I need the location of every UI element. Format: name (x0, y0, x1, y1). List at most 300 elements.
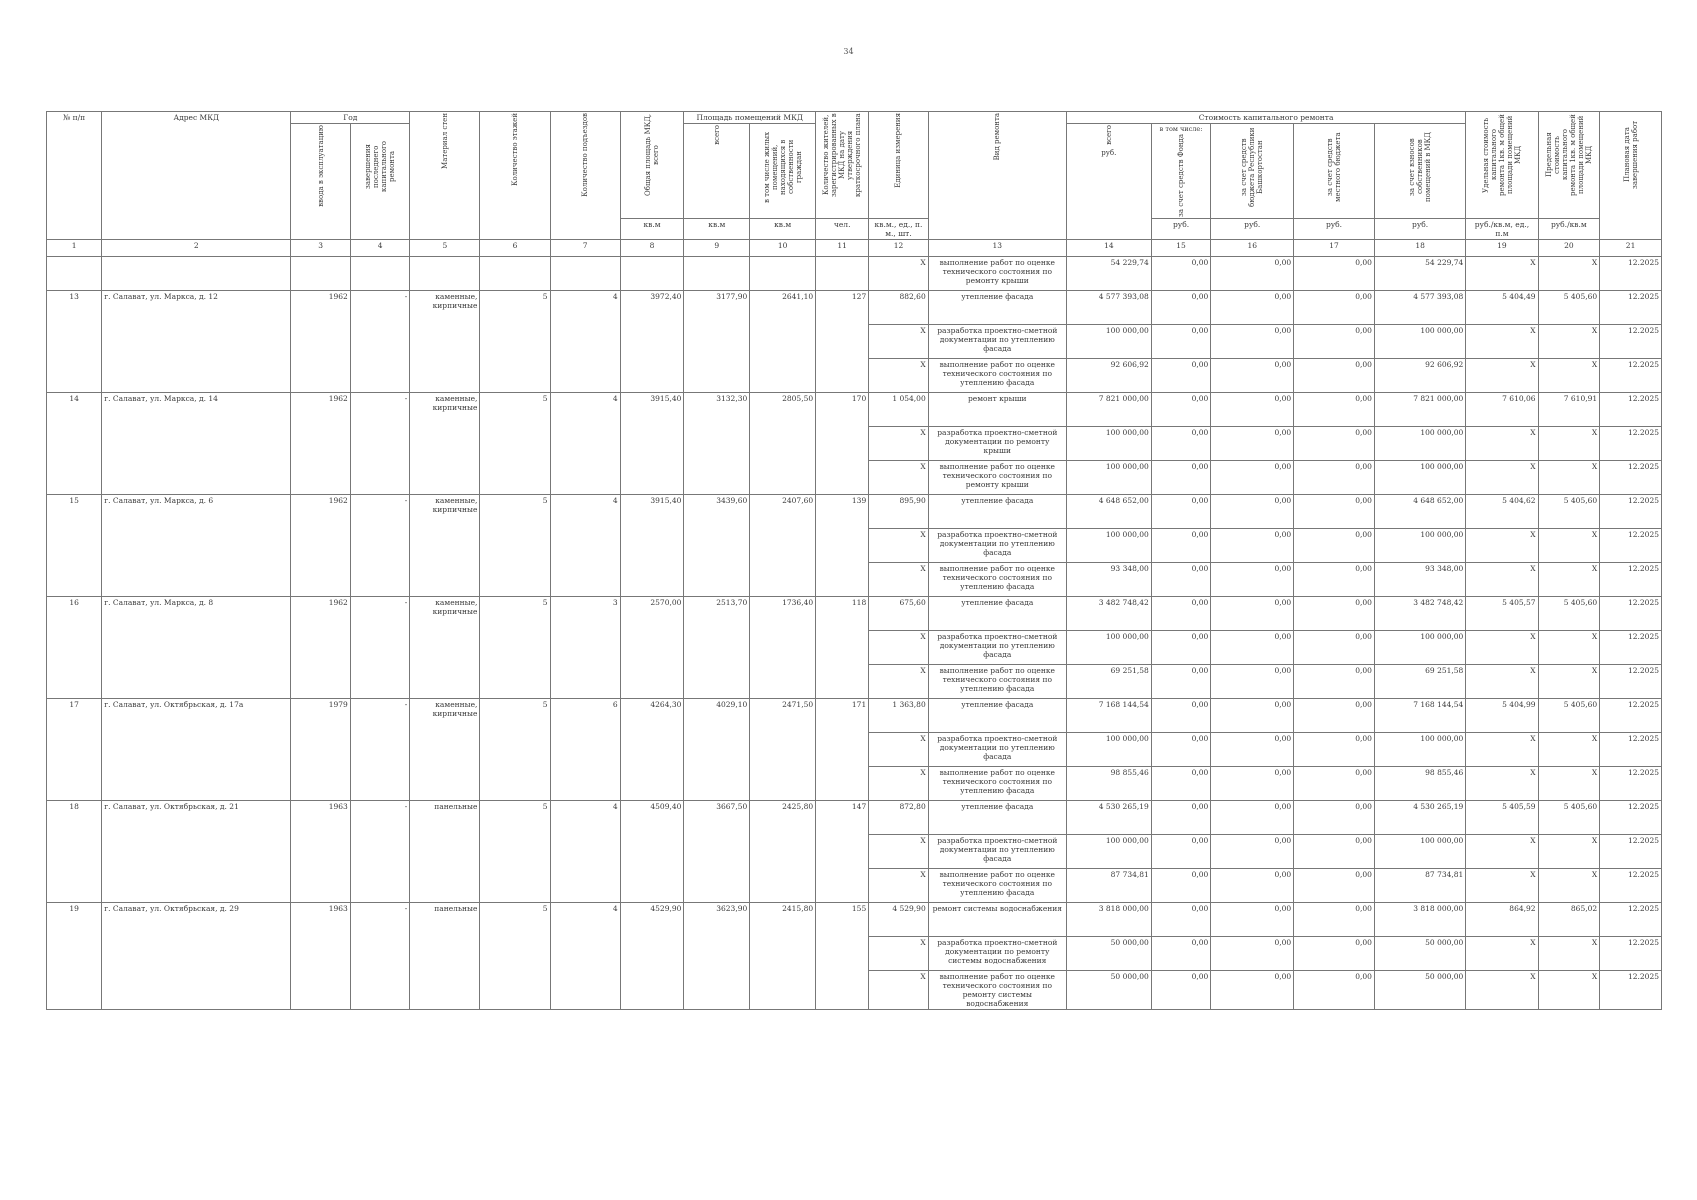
floors-cell: 5 (480, 903, 550, 1010)
cost-republic-cell: 0,00 (1211, 835, 1294, 869)
work-type-cell: выполнение работ по оценке технического состояния по ремонту крыши (928, 257, 1066, 291)
unit-cell: X (869, 937, 928, 971)
cost-fund-cell: 0,00 (1151, 631, 1210, 665)
residential-area-cell: 1736,40 (750, 597, 816, 699)
year-commission-cell: 1962 (291, 597, 350, 699)
empty-cell (816, 257, 869, 291)
cost-local-cell: 0,00 (1294, 767, 1375, 801)
unit-9: кв.м (684, 219, 750, 240)
residential-area-cell: 2471,50 (750, 699, 816, 801)
unit-cell: X (869, 733, 928, 767)
max-cost-cell: X (1538, 563, 1600, 597)
work-type-cell: выполнение работ по оценке технического состояния по утеплению фасада (928, 665, 1066, 699)
work-type-cell: выполнение работ по оценке технического состояния по утеплению фасада (928, 767, 1066, 801)
unit-cell: X (869, 529, 928, 563)
header-entrances: Количество подъездов (550, 112, 620, 240)
cost-local-cell: 0,00 (1294, 597, 1375, 631)
header-address: Адрес МКД (102, 112, 291, 240)
work-type-cell: выполнение работ по оценке технического состояния по утеплению фасада (928, 563, 1066, 597)
cost-republic-cell: 0,00 (1211, 631, 1294, 665)
entrances-cell: 4 (550, 291, 620, 393)
unit-cell: 882,60 (869, 291, 928, 325)
max-cost-cell: 5 405,60 (1538, 495, 1600, 529)
cost-republic-cell: 0,00 (1211, 325, 1294, 359)
header-max-cost: Предельная стоимость капитального ремонта 1кв. м общей площади помещений МКД (1538, 112, 1600, 219)
cost-owners-cell: 50 000,00 (1374, 971, 1465, 1010)
unit-15: руб. (1151, 219, 1210, 240)
specific-cost-cell: 5 404,62 (1466, 495, 1538, 529)
cost-fund-cell: 0,00 (1151, 461, 1210, 495)
cost-local-cell: 0,00 (1294, 291, 1375, 325)
residents-cell: 139 (816, 495, 869, 597)
cost-owners-cell: 87 734,81 (1374, 869, 1465, 903)
cost-fund-cell: 0,00 (1151, 767, 1210, 801)
year-commission-cell: 1963 (291, 903, 350, 1010)
cost-total-cell: 69 251,58 (1066, 665, 1151, 699)
row-number-cell: 15 (47, 495, 102, 597)
cost-total-cell: 4 530 265,19 (1066, 801, 1151, 835)
year-last-repair-cell: - (350, 903, 410, 1010)
cost-owners-cell: 92 606,92 (1374, 359, 1465, 393)
max-cost-cell: X (1538, 835, 1600, 869)
residential-area-cell: 2407,60 (750, 495, 816, 597)
floors-cell: 5 (480, 291, 550, 393)
header-unit: Единица измерения (869, 112, 928, 219)
wall-material-cell: панельные (410, 801, 480, 903)
column-number: 16 (1211, 240, 1294, 257)
cost-republic-cell: 0,00 (1211, 767, 1294, 801)
premises-area-cell: 3439,60 (684, 495, 750, 597)
unit-14: руб. (1101, 148, 1117, 157)
cost-republic-cell: 0,00 (1211, 563, 1294, 597)
max-cost-cell: 5 405,60 (1538, 291, 1600, 325)
cost-republic-cell: 0,00 (1211, 733, 1294, 767)
empty-cell (550, 257, 620, 291)
cost-fund-cell: 0,00 (1151, 937, 1210, 971)
cost-owners-cell: 100 000,00 (1374, 325, 1465, 359)
cost-owners-cell: 3 818 000,00 (1374, 903, 1465, 937)
cost-local-cell: 0,00 (1294, 631, 1375, 665)
cost-owners-cell: 4 530 265,19 (1374, 801, 1465, 835)
total-area-cell: 3972,40 (620, 291, 684, 393)
cost-total-cell: 100 000,00 (1066, 631, 1151, 665)
unit-cell: 1 363,80 (869, 699, 928, 733)
cost-total-cell: 87 734,81 (1066, 869, 1151, 903)
header-cost-fund: в том числе: за счет средств Фонда (1151, 124, 1210, 219)
wall-material-cell: каменные, кирпичные (410, 597, 480, 699)
cost-republic-cell: 0,00 (1211, 427, 1294, 461)
cost-fund-cell: 0,00 (1151, 325, 1210, 359)
residential-area-cell: 2805,50 (750, 393, 816, 495)
residential-area-cell: 2425,80 (750, 801, 816, 903)
cost-owners-cell: 93 348,00 (1374, 563, 1465, 597)
year-commission-cell: 1962 (291, 291, 350, 393)
planned-date-cell: 12.2025 (1600, 699, 1662, 733)
header-premises-residential: в том числе жилых помещений, находящихся в собственности граждан (750, 124, 816, 219)
table-row (47, 495, 1662, 529)
total-area-cell: 4264,30 (620, 699, 684, 801)
residential-area-cell: 2641,10 (750, 291, 816, 393)
cost-fund-cell: 0,00 (1151, 257, 1210, 291)
row-number-cell: 14 (47, 393, 102, 495)
unit-16: руб. (1211, 219, 1294, 240)
entrances-cell: 4 (550, 903, 620, 1010)
max-cost-cell: 865,02 (1538, 903, 1600, 937)
residents-cell: 155 (816, 903, 869, 1010)
residents-cell: 147 (816, 801, 869, 903)
unit-cell: X (869, 971, 928, 1010)
specific-cost-cell: X (1466, 529, 1538, 563)
cost-owners-cell: 100 000,00 (1374, 461, 1465, 495)
entrances-cell: 6 (550, 699, 620, 801)
residents-cell: 118 (816, 597, 869, 699)
cost-owners-cell: 100 000,00 (1374, 733, 1465, 767)
planned-date-cell: 12.2025 (1600, 563, 1662, 597)
work-type-cell: утепление фасада (928, 597, 1066, 631)
address-cell: г. Салават, ул. Маркса, д. 8 (102, 597, 291, 699)
cost-republic-cell: 0,00 (1211, 801, 1294, 835)
column-number: 10 (750, 240, 816, 257)
cost-fund-cell: 0,00 (1151, 393, 1210, 427)
year-commission-cell: 1963 (291, 801, 350, 903)
header-cost-republic: за счет средств бюджета Республики Башкортостан (1211, 124, 1294, 219)
year-last-repair-cell: - (350, 495, 410, 597)
cost-owners-cell: 100 000,00 (1374, 529, 1465, 563)
cost-local-cell: 0,00 (1294, 733, 1375, 767)
planned-date-cell: 12.2025 (1600, 767, 1662, 801)
specific-cost-cell: X (1466, 427, 1538, 461)
work-type-cell: разработка проектно-сметной документации по утеплению фасада (928, 631, 1066, 665)
residents-cell: 127 (816, 291, 869, 393)
floors-cell: 5 (480, 699, 550, 801)
empty-cell (684, 257, 750, 291)
column-number: 6 (480, 240, 550, 257)
floors-cell: 5 (480, 801, 550, 903)
cost-republic-cell: 0,00 (1211, 461, 1294, 495)
unit-cell: X (869, 563, 928, 597)
cost-republic-cell: 0,00 (1211, 665, 1294, 699)
cost-local-cell: 0,00 (1294, 495, 1375, 529)
work-type-cell: утепление фасада (928, 801, 1066, 835)
cost-fund-cell: 0,00 (1151, 563, 1210, 597)
cost-local-cell: 0,00 (1294, 325, 1375, 359)
work-type-cell: выполнение работ по оценке технического состояния по утеплению фасада (928, 359, 1066, 393)
cost-owners-cell: 54 229,74 (1374, 257, 1465, 291)
cost-republic-cell: 0,00 (1211, 699, 1294, 733)
wall-material-cell: панельные (410, 903, 480, 1010)
cost-total-cell: 3 818 000,00 (1066, 903, 1151, 937)
work-type-cell: разработка проектно-сметной документации по утеплению фасада (928, 325, 1066, 359)
cost-total-cell: 7 821 000,00 (1066, 393, 1151, 427)
max-cost-cell: X (1538, 427, 1600, 461)
page-number: 34 (843, 47, 854, 56)
row-number-cell: 17 (47, 699, 102, 801)
empty-cell (102, 257, 291, 291)
cost-local-cell: 0,00 (1294, 665, 1375, 699)
cost-fund-cell: 0,00 (1151, 835, 1210, 869)
specific-cost-cell: 5 404,99 (1466, 699, 1538, 733)
address-cell: г. Салават, ул. Маркса, д. 12 (102, 291, 291, 393)
column-number: 18 (1374, 240, 1465, 257)
unit-20: руб./кв.м (1538, 219, 1600, 240)
max-cost-cell: X (1538, 359, 1600, 393)
cost-local-cell: 0,00 (1294, 393, 1375, 427)
capital-repair-table (46, 111, 1662, 1010)
specific-cost-cell: 5 405,57 (1466, 597, 1538, 631)
header-num: № п/п (47, 112, 102, 240)
address-cell: г. Салават, ул. Маркса, д. 14 (102, 393, 291, 495)
planned-date-cell: 12.2025 (1600, 427, 1662, 461)
planned-date-cell: 12.2025 (1600, 325, 1662, 359)
cost-total-cell: 50 000,00 (1066, 971, 1151, 1010)
address-cell: г. Салават, ул. Октябрьская, д. 21 (102, 801, 291, 903)
specific-cost-cell: X (1466, 257, 1538, 291)
specific-cost-cell: 7 610,06 (1466, 393, 1538, 427)
row-number-cell: 18 (47, 801, 102, 903)
cost-fund-cell: 0,00 (1151, 971, 1210, 1010)
table-row (47, 801, 1662, 835)
header-cost-local: за счет средств местного бюджета (1294, 124, 1375, 219)
cost-total-cell: 98 855,46 (1066, 767, 1151, 801)
planned-date-cell: 12.2025 (1600, 631, 1662, 665)
cost-local-cell: 0,00 (1294, 359, 1375, 393)
cost-republic-cell: 0,00 (1211, 869, 1294, 903)
cost-republic-cell: 0,00 (1211, 257, 1294, 291)
table-row (47, 699, 1662, 733)
cost-local-cell: 0,00 (1294, 937, 1375, 971)
column-number: 19 (1466, 240, 1538, 257)
residents-cell: 170 (816, 393, 869, 495)
cost-owners-cell: 3 482 748,42 (1374, 597, 1465, 631)
unit-cell: X (869, 325, 928, 359)
unit-cell: 872,80 (869, 801, 928, 835)
cost-owners-cell: 100 000,00 (1374, 835, 1465, 869)
max-cost-cell: 5 405,60 (1538, 597, 1600, 631)
max-cost-cell: 7 610,91 (1538, 393, 1600, 427)
specific-cost-cell: X (1466, 461, 1538, 495)
entrances-cell: 3 (550, 597, 620, 699)
unit-cell: X (869, 835, 928, 869)
column-number: 9 (684, 240, 750, 257)
cost-fund-cell: 0,00 (1151, 903, 1210, 937)
cost-republic-cell: 0,00 (1211, 359, 1294, 393)
cost-republic-cell: 0,00 (1211, 529, 1294, 563)
max-cost-cell: X (1538, 665, 1600, 699)
unit-12: кв.м., ед., п. м., шт. (869, 219, 928, 240)
header-premises-group: Площадь помещений МКД (684, 112, 816, 124)
premises-area-cell: 4029,10 (684, 699, 750, 801)
planned-date-cell: 12.2025 (1600, 903, 1662, 937)
work-type-cell: разработка проектно-сметной документации по утеплению фасада (928, 529, 1066, 563)
max-cost-cell: X (1538, 529, 1600, 563)
cost-fund-cell: 0,00 (1151, 529, 1210, 563)
max-cost-cell: X (1538, 631, 1600, 665)
cost-fund-cell: 0,00 (1151, 801, 1210, 835)
planned-date-cell: 12.2025 (1600, 937, 1662, 971)
planned-date-cell: 12.2025 (1600, 597, 1662, 631)
column-number: 13 (928, 240, 1066, 257)
column-number: 4 (350, 240, 410, 257)
column-number: 17 (1294, 240, 1375, 257)
premises-area-cell: 3177,90 (684, 291, 750, 393)
cost-fund-cell: 0,00 (1151, 665, 1210, 699)
cost-local-cell: 0,00 (1294, 529, 1375, 563)
work-type-cell: ремонт крыши (928, 393, 1066, 427)
total-area-cell: 4509,40 (620, 801, 684, 903)
cost-total-cell: 4 577 393,08 (1066, 291, 1151, 325)
column-number: 15 (1151, 240, 1210, 257)
work-type-cell: разработка проектно-сметной документации по ремонту системы водоснабжения (928, 937, 1066, 971)
column-number: 12 (869, 240, 928, 257)
planned-date-cell: 12.2025 (1600, 869, 1662, 903)
wall-material-cell: каменные, кирпичные (410, 291, 480, 393)
work-type-cell: ремонт системы водоснабжения (928, 903, 1066, 937)
year-last-repair-cell: - (350, 801, 410, 903)
year-commission-cell: 1979 (291, 699, 350, 801)
column-number: 21 (1600, 240, 1662, 257)
cost-fund-cell: 0,00 (1151, 359, 1210, 393)
header-repair-type: Вид ремонта (928, 112, 1066, 240)
unit-cell: 4 529,90 (869, 903, 928, 937)
unit-cell: X (869, 461, 928, 495)
table-row (47, 393, 1662, 427)
cost-total-cell: 54 229,74 (1066, 257, 1151, 291)
empty-cell (350, 257, 410, 291)
cost-local-cell: 0,00 (1294, 563, 1375, 597)
specific-cost-cell: X (1466, 563, 1538, 597)
specific-cost-cell: X (1466, 835, 1538, 869)
empty-cell (480, 257, 550, 291)
unit-cell: X (869, 631, 928, 665)
table-row (47, 903, 1662, 937)
cost-total-cell: 92 606,92 (1066, 359, 1151, 393)
cost-total-cell: 100 000,00 (1066, 733, 1151, 767)
header-specific-cost: Удельная стоимость капитального ремонта 1кв. м общей площади помещений МКД (1466, 112, 1538, 219)
cost-fund-cell: 0,00 (1151, 495, 1210, 529)
cost-republic-cell: 0,00 (1211, 597, 1294, 631)
header-cost-owners: за счет взносов собственников помещений в МКД (1374, 124, 1465, 219)
cost-local-cell: 0,00 (1294, 971, 1375, 1010)
planned-date-cell: 12.2025 (1600, 461, 1662, 495)
specific-cost-cell: 5 405,59 (1466, 801, 1538, 835)
unit-cell: X (869, 427, 928, 461)
work-type-cell: выполнение работ по оценке технического состояния по ремонту крыши (928, 461, 1066, 495)
planned-date-cell: 12.2025 (1600, 359, 1662, 393)
cost-republic-cell: 0,00 (1211, 393, 1294, 427)
unit-17: руб. (1294, 219, 1375, 240)
column-number: 8 (620, 240, 684, 257)
max-cost-cell: X (1538, 937, 1600, 971)
unit-cell: X (869, 767, 928, 801)
empty-cell (750, 257, 816, 291)
cost-total-cell: 100 000,00 (1066, 529, 1151, 563)
specific-cost-cell: X (1466, 631, 1538, 665)
header-planned-date: Плановая дата завершения работ (1600, 112, 1662, 240)
header-year-group: Год (291, 112, 410, 124)
table-body (47, 257, 1662, 1010)
unit-cell: X (869, 257, 928, 291)
row-number-cell: 16 (47, 597, 102, 699)
header-residents: Количество жителей, зарегистрированных в МКД на дату утверждения краткосрочного плана (816, 112, 869, 219)
row-number-cell: 19 (47, 903, 102, 1010)
planned-date-cell: 12.2025 (1600, 393, 1662, 427)
header-floors: Количество этажей (480, 112, 550, 240)
specific-cost-cell: X (1466, 325, 1538, 359)
header-year-commission: ввода в эксплуатацию (291, 124, 350, 240)
work-type-cell: выполнение работ по оценке технического состояния по ремонту системы водоснабжения (928, 971, 1066, 1010)
header-total-area: Общая площадь МКД, всего (620, 112, 684, 219)
max-cost-cell: 5 405,60 (1538, 801, 1600, 835)
column-number: 3 (291, 240, 350, 257)
entrances-cell: 4 (550, 495, 620, 597)
cost-fund-cell: 0,00 (1151, 699, 1210, 733)
work-type-cell: утепление фасада (928, 495, 1066, 529)
unit-cell: 1 054,00 (869, 393, 928, 427)
header-premises-all: всего (684, 124, 750, 219)
total-area-cell: 2570,00 (620, 597, 684, 699)
header-cost-group: Стоимость капитального ремонта (1066, 112, 1465, 124)
column-number: 5 (410, 240, 480, 257)
table-header (47, 112, 1662, 257)
planned-date-cell: 12.2025 (1600, 529, 1662, 563)
cost-local-cell: 0,00 (1294, 835, 1375, 869)
address-cell: г. Салават, ул. Октябрьская, д. 29 (102, 903, 291, 1010)
column-number: 14 (1066, 240, 1151, 257)
year-last-repair-cell: - (350, 393, 410, 495)
premises-area-cell: 3623,90 (684, 903, 750, 1010)
cost-owners-cell: 69 251,58 (1374, 665, 1465, 699)
floors-cell: 5 (480, 495, 550, 597)
address-cell: г. Салават, ул. Маркса, д. 6 (102, 495, 291, 597)
column-number: 11 (816, 240, 869, 257)
header-cost-total: всего руб. (1066, 124, 1151, 240)
cost-fund-cell: 0,00 (1151, 291, 1210, 325)
unit-19: руб./кв.м, ед., п.м (1466, 219, 1538, 240)
empty-cell (620, 257, 684, 291)
year-last-repair-cell: - (350, 291, 410, 393)
cost-total-cell: 50 000,00 (1066, 937, 1151, 971)
cost-local-cell: 0,00 (1294, 801, 1375, 835)
year-last-repair-cell: - (350, 597, 410, 699)
total-area-cell: 3915,40 (620, 393, 684, 495)
column-number: 2 (102, 240, 291, 257)
cost-total-cell: 100 000,00 (1066, 461, 1151, 495)
work-type-cell: утепление фасада (928, 291, 1066, 325)
cost-owners-cell: 7 168 144,54 (1374, 699, 1465, 733)
column-number: 1 (47, 240, 102, 257)
residents-cell: 171 (816, 699, 869, 801)
planned-date-cell: 12.2025 (1600, 665, 1662, 699)
empty-cell (291, 257, 350, 291)
planned-date-cell: 12.2025 (1600, 291, 1662, 325)
cost-total-cell: 7 168 144,54 (1066, 699, 1151, 733)
cost-republic-cell: 0,00 (1211, 937, 1294, 971)
unit-cell: 675,60 (869, 597, 928, 631)
cost-fund-cell: 0,00 (1151, 869, 1210, 903)
cost-republic-cell: 0,00 (1211, 291, 1294, 325)
floors-cell: 5 (480, 393, 550, 495)
premises-area-cell: 3667,50 (684, 801, 750, 903)
cost-total-cell: 4 648 652,00 (1066, 495, 1151, 529)
specific-cost-cell: X (1466, 869, 1538, 903)
cost-owners-cell: 7 821 000,00 (1374, 393, 1465, 427)
max-cost-cell: X (1538, 733, 1600, 767)
work-type-cell: утепление фасада (928, 699, 1066, 733)
cost-fund-cell: 0,00 (1151, 733, 1210, 767)
planned-date-cell: 12.2025 (1600, 971, 1662, 1010)
planned-date-cell: 12.2025 (1600, 495, 1662, 529)
unit-cell: X (869, 665, 928, 699)
